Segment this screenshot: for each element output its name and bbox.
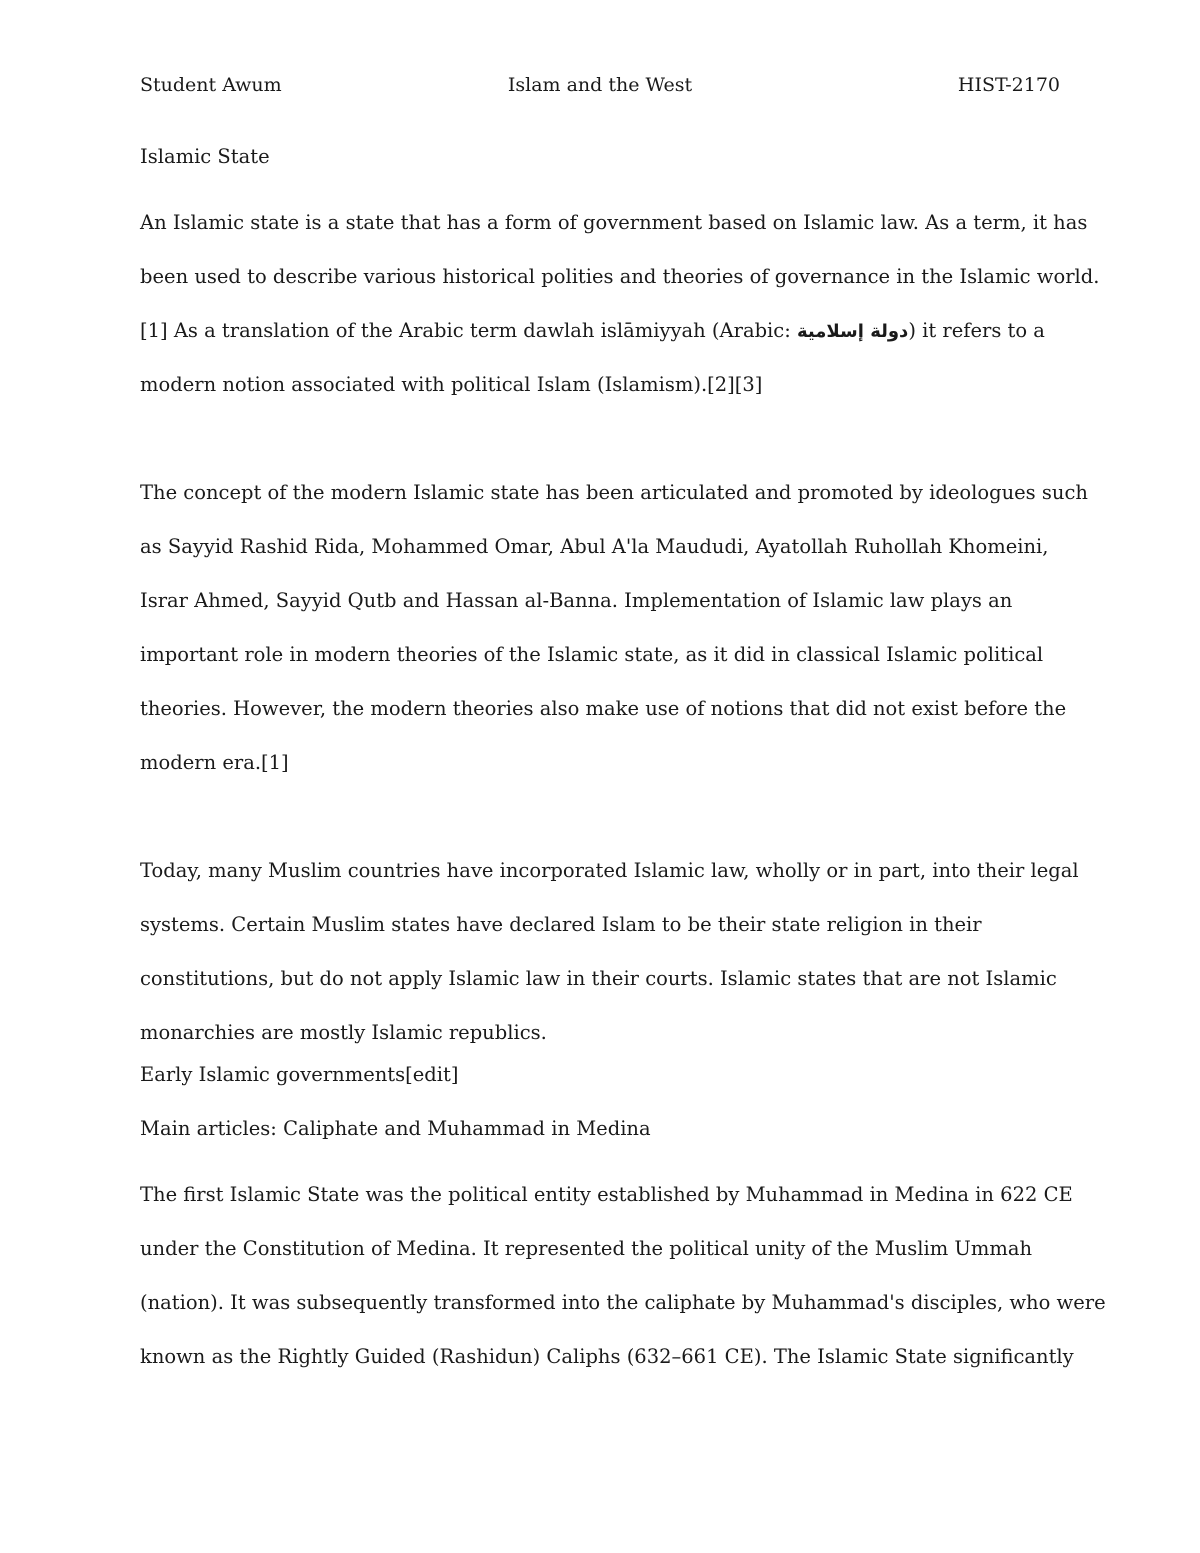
paragraph-today: [140, 844, 1079, 1060]
section-heading: Early Islamic governments[edit]: [140, 1063, 459, 1086]
paragraph-first-state: [140, 1168, 1106, 1384]
paragraph-line: Israr Ahmed, Sayyid Qutb and Hassan al-Banna. Implementation of Islamic law plays an: [140, 589, 1013, 612]
paragraph-line: theories. However, the modern theories also make use of notions that did not exist before the: [140, 697, 1067, 720]
paragraph-line: [140, 304, 1060, 358]
paragraph-concept: [140, 466, 1088, 790]
arabic-term: دولة إسلامية: [796, 321, 909, 342]
paragraph-line: known as the Rightly Guided (Rashidun) Caliphs (632–661 CE). The Islamic State significantly: [140, 1345, 1074, 1368]
paragraph-line: monarchies are mostly Islamic republics.: [140, 1021, 547, 1044]
main-articles-note: Main articles: Caliphate and Muhammad in Medina: [140, 1117, 651, 1140]
page-header: [140, 70, 1060, 100]
paragraph-line: under the Constitution of Medina. It represented the political unity of the Muslim Ummah: [140, 1237, 1033, 1260]
text-segment: [1] As a translation of the Arabic term dawlah islāmiyyah (Arabic:: [140, 319, 797, 342]
document-body: [140, 142, 1106, 1384]
paragraph-line: systems. Certain Muslim states have declared Islam to be their state religion in their: [140, 913, 982, 936]
paragraph-line: (nation). It was subsequently transformed into the caliphate by Muhammad's disciples, who were: [140, 1291, 1106, 1314]
paragraph-spacer: [140, 412, 1060, 466]
paragraph-line: been used to describe various historical polities and theories of governance in the Islamic world.: [140, 265, 1100, 288]
paragraph-line: Today, many Muslim countries have incorporated Islamic law, wholly or in part, into their legal: [140, 859, 1079, 882]
paragraph-line: An Islamic state is a state that has a form of government based on Islamic law. As a term, it has: [140, 211, 1088, 234]
paragraph-line: The concept of the modern Islamic state has been articulated and promoted by ideologues such: [140, 481, 1088, 504]
header-course-title: Islam and the West: [507, 74, 693, 96]
paragraph-line: modern notion associated with political Islam (Islamism).[2][3]: [140, 373, 763, 396]
paragraph-line: modern era.[1]: [140, 751, 289, 774]
paragraph-line: as Sayyid Rashid Rida, Mohammed Omar, Abul A'la Maududi, Ayatollah Ruhollah Khomeini,: [140, 535, 1049, 558]
text-segment: ) it refers to a: [908, 319, 1045, 342]
paragraph-line: The first Islamic State was the political entity established by Muhammad in Medina in 622 CE: [140, 1183, 1073, 1206]
paragraph-line: important role in modern theories of the Islamic state, as it did in classical Islamic political: [140, 643, 1044, 666]
paragraph-line: constitutions, but do not apply Islamic law in their courts. Islamic states that are not Islamic: [140, 967, 1057, 990]
header-author: Student Awum: [140, 74, 282, 96]
header-course-code: HIST-2170: [957, 74, 1060, 96]
document-title: Islamic State: [140, 145, 270, 168]
paragraph-intro: [140, 196, 1100, 412]
paragraph-spacer: [140, 790, 1060, 844]
